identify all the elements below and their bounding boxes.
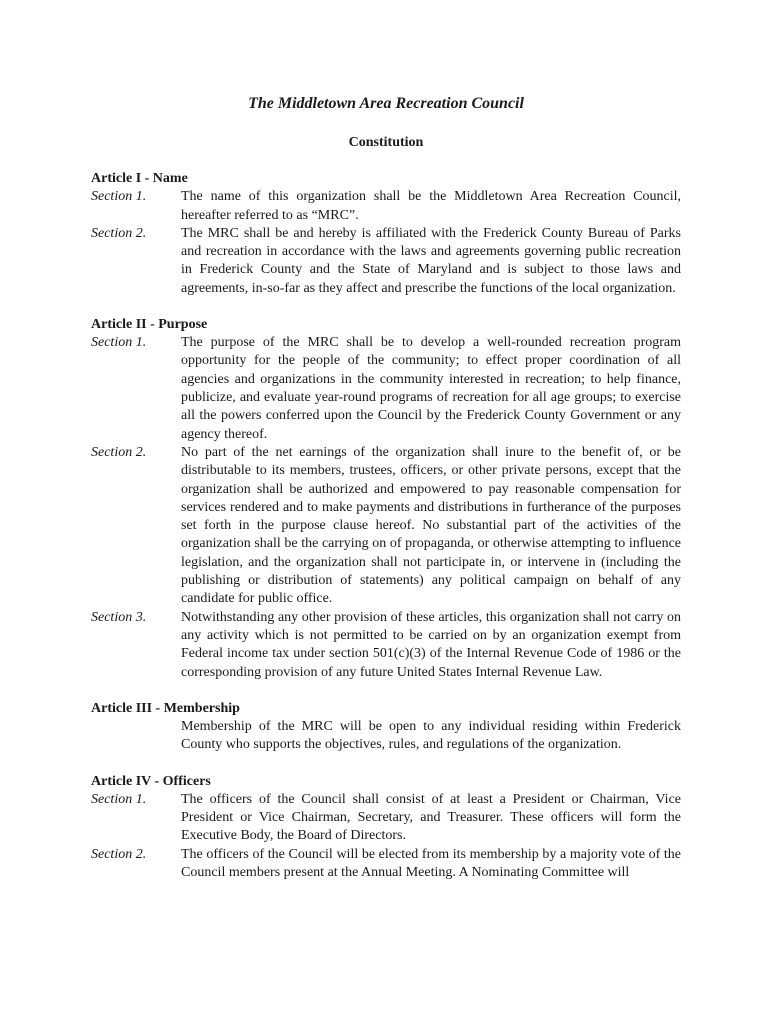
section-label: Section 1. — [91, 791, 147, 807]
section-label: Section 2. — [91, 225, 147, 241]
section-label: Section 2. — [91, 846, 147, 862]
section-text: The officers of the Council shall consist of at least a President or Chairman, Vice President or Vice Chairman, Secretary, and Treasurer. These officers will form the Executive Body, the Board of Directors. — [181, 791, 681, 844]
article-membership — [91, 700, 681, 755]
section-text: The purpose of the MRC shall be to develop a well-rounded recreation program opportunity for the people of the community; to effect proper coordination of all agencies and organizations in the community interested in recreation; to help finance, publicize, and evaluate year-round programs of recreation for all age groups; to exercise all the powers conferred upon the Council by the Frederick County Government or any agency thereof. — [181, 335, 681, 442]
section-text: The name of this organization shall be the Middletown Area Recreation Council, hereafter referred to as “MRC”. — [181, 189, 681, 223]
article-section — [91, 718, 681, 755]
article-section — [91, 791, 681, 846]
section-text: Membership of the MRC will be open to any individual residing within Frederick County who supports the objectives, rules, and regulations of the organization. — [181, 719, 681, 753]
document-page — [91, 94, 681, 882]
section-label: Section 3. — [91, 609, 147, 625]
document-title: The Middletown Area Recreation Council — [248, 95, 524, 112]
section-label: Section 1. — [91, 335, 147, 351]
article-name — [91, 170, 681, 298]
section-label: Section 2. — [91, 444, 147, 460]
article-heading: Article I - Name — [91, 171, 188, 186]
article-section — [91, 188, 681, 225]
article-section — [91, 609, 681, 682]
document-subtitle: Constitution — [348, 135, 424, 150]
section-text: The MRC shall be and hereby is affiliated with the Frederick County Bureau of Parks and recreation in accordance with the laws and agreements governing public recreation in Frederick County and the State of Maryland and is subject to those laws and agreements, in-so-far as they affect and prescribe the functions of the local organization. — [181, 225, 681, 296]
article-section — [91, 334, 681, 444]
section-text: Notwithstanding any other provision of these articles, this organization shall not carry on any activity which is not permitted to be carried on by an organization exempt from Federal income tax under section 501(c)(3) of the Internal Revenue Code of 1986 or the corresponding provision of any future United States Internal Revenue Law. — [181, 609, 681, 680]
article-heading: Article III - Membership — [91, 700, 240, 716]
article-section — [91, 846, 681, 883]
article-heading: Article II - Purpose — [91, 316, 208, 332]
article-heading: Article IV - Officers — [91, 773, 211, 789]
article-officers — [91, 773, 681, 883]
section-text: The officers of the Council will be elected from its membership by a majority vote of the Council members present at the Annual Meeting. A Nominating Committee will — [181, 846, 681, 881]
section-label: Section 1. — [91, 189, 147, 205]
section-text: No part of the net earnings of the organization shall inure to the benefit of, or be distributable to its members, trustees, officers, or other private persons, except that the organization shall be authorized and empowered to pay reasonable compensation for services rendered and to make payments and distributions in furtherance of the purposes set forth in the purpose clause hereof. No substantial part of the activities of the organization shall be the carrying on of propaganda, or otherwise attempting to influence legislation, and the organization shall not participate in, or intervene in (including the publishing or distribution of statements) any political campaign on behalf of any candidate for public office. — [181, 444, 681, 607]
article-section — [91, 444, 681, 609]
article-section — [91, 225, 681, 298]
article-purpose — [91, 316, 681, 682]
